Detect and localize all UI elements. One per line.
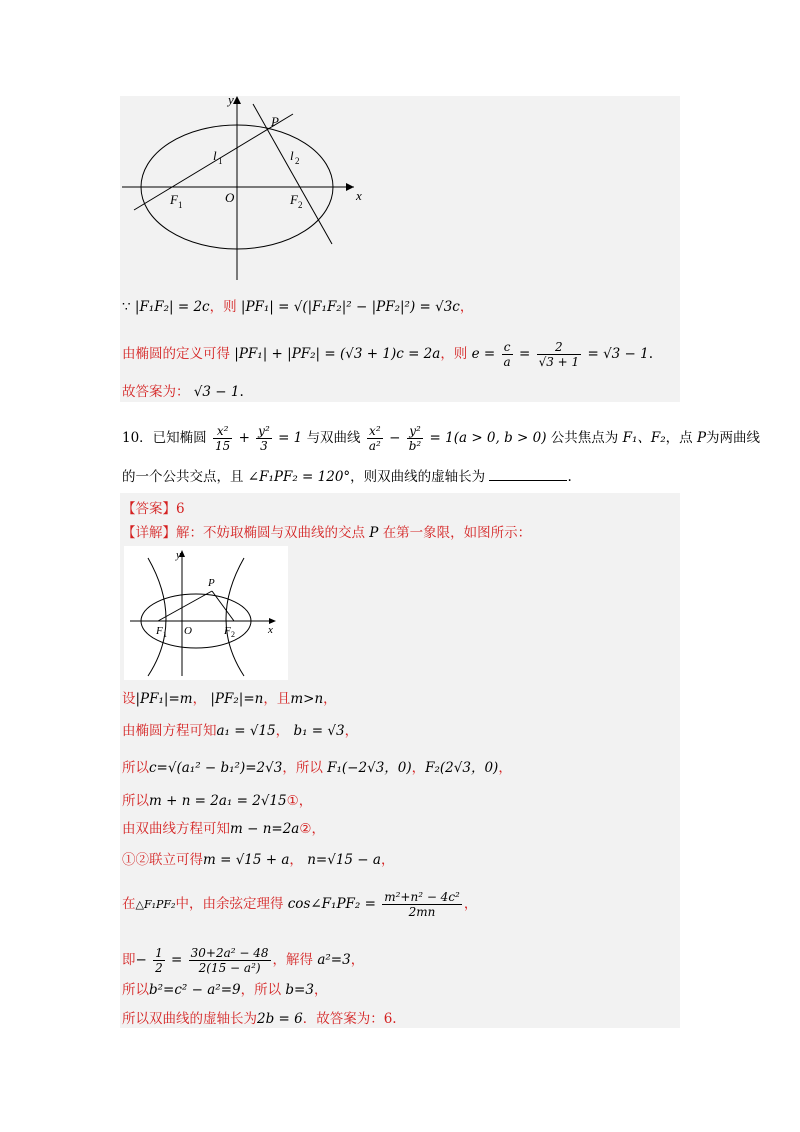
fraction-x2-15: $\frac{\text{x²}}{15}$: [214, 424, 231, 453]
math-e: e =: [471, 346, 496, 362]
hyperbola-right-branch: [226, 558, 244, 676]
l2-sub: 2: [295, 156, 300, 166]
f1-sub: 1: [163, 630, 167, 639]
step-9: 所以b²=c² − a²=9，所以 b=3，: [122, 982, 328, 998]
text-detail-intro: 【详解】解：不妨取椭圆与双曲线的交点: [122, 525, 365, 541]
ellipse-figure-q9: [118, 92, 368, 284]
step-7: 在△F₁PF₂中，由余弦定理得 cos∠F₁PF₂ = $\frac{\text{m²+n² − 4c²}}{2mn}$ ，: [122, 890, 478, 919]
math-p: P: [696, 430, 707, 446]
segment-pf2: [212, 591, 234, 621]
y-label: y: [228, 92, 234, 107]
y-label: y: [176, 549, 181, 561]
f1-label: F: [156, 625, 163, 637]
text-common-intersection: 的一个公共交点，且: [122, 469, 244, 485]
fraction-x2-a2: $\frac{\text{x²}}{\text{a²}}$: [368, 424, 381, 453]
step-4: 所以m + n = 2a₁ = 2√15①，: [122, 793, 313, 809]
step-5: 由双曲线方程可知m − n=2a②，: [122, 821, 325, 837]
text-first-quadrant: 在第一象限，如图所示：: [382, 525, 532, 541]
question-number: 10．已知椭圆: [122, 430, 207, 446]
math-foci: F₁、F₂: [622, 430, 666, 446]
math-f1f2: |F₁F₂| = 2c: [134, 299, 210, 315]
math-p: P: [369, 525, 379, 541]
math-hyperbola-eq: = 1(a > 0, b > 0): [429, 430, 547, 446]
f2-label: F: [224, 625, 231, 637]
line-l2: [253, 104, 332, 244]
fraction-y2-3: $\frac{\text{y²}}{3}$: [258, 424, 270, 453]
math-focal-sum: |PF₁| + |PF₂| = (√3 + 1)c = 2a: [234, 346, 441, 362]
text-ellipse-definition: 由椭圆的定义可得: [122, 346, 230, 362]
question10-line1: 10．已知椭圆 $\frac{\text{x²}}{15}$ + $\frac{\text{y²}}{3}$ = 1 与双曲线 $\frac{\text{x²}}{\text{a²}}$ − $\frac{\text{y²}}{\text{b²}}$ = 1(a > 0, b > 0) 公共焦点为 F₁、F₂，点 P为两曲线: [122, 424, 761, 453]
text-then: ，则: [440, 346, 468, 362]
step-8: 即− $\frac{1}{2}$ = $\frac{\text{30+2a² − 48}}{\text{2(15 − a²)}}$ ，解得 a²=3，: [122, 946, 365, 975]
math-eccentricity: = √3 − 1: [587, 346, 649, 362]
text-period: .: [239, 384, 244, 400]
p-label: P: [271, 114, 279, 129]
answer10-label: 【答案】6: [122, 501, 185, 517]
step-2: 由椭圆方程可知a₁ = √15， b₁ = √3，: [122, 723, 359, 739]
because-symbol: ∵: [122, 299, 131, 315]
p-label: P: [208, 577, 215, 589]
o-label: O: [184, 625, 192, 637]
l1-sub: 1: [218, 156, 223, 166]
hyperbola-left-branch: [148, 558, 166, 676]
ellipse-hyperbola-figure-q10: [124, 546, 288, 680]
solution9-line2: [122, 340, 653, 369]
math-answer: √3 − 1: [193, 384, 240, 400]
text-common-foci: 公共焦点为: [550, 430, 619, 446]
math-pf1: |PF₁| = √(|F₁F₂|² − |PF₂|²) = √3c: [240, 299, 460, 315]
o-label: O: [225, 190, 235, 205]
step-10: 所以双曲线的虚轴长为2b = 6．故答案为：6.: [122, 1011, 397, 1027]
x-label: x: [268, 624, 273, 636]
f1-label: F: [170, 192, 178, 207]
l1-label: l: [213, 148, 217, 163]
fraction-solve-a: $\frac{\text{30+2a² − 48}}{\text{2(15 − a²)}}$: [190, 946, 269, 975]
f2-sub: 2: [298, 200, 303, 210]
l2-label: l: [290, 148, 294, 163]
detail10-line: [122, 524, 531, 542]
text-then: ，则: [209, 299, 237, 315]
f2-label: F: [290, 192, 298, 207]
f2-sub: 2: [231, 630, 235, 639]
text-and-hyperbola: 与双曲线: [306, 430, 361, 446]
step-6: ①②联立可得m = √15 + a， n=√15 − a，: [122, 852, 395, 868]
x-label: x: [356, 188, 362, 203]
step-3: 所以c=√(a₁² − b₁²)=2√3，所以 F₁(−2√3，0)，F₂(2√3，0)，: [122, 760, 512, 776]
fraction-two-over-root: $\frac{2}{√3 + 1}$: [538, 340, 580, 369]
f1-sub: 1: [178, 200, 183, 210]
fraction-cosine-law: $\frac{\text{m²+n² − 4c²}}{2mn}$: [384, 890, 460, 919]
math-angle: ∠F₁PF₂ = 120°: [247, 469, 351, 485]
text-comma: ，: [459, 299, 474, 315]
x-axis-arrow: [346, 183, 354, 191]
step-1: 设|PF₁|=m， |PF₂|=n，且m>n，: [122, 691, 337, 707]
y-axis-arrow: [233, 96, 241, 104]
question10-line2: 的一个公共交点，且 ∠F₁PF₂ = 120°，则双曲线的虚轴长为 .: [122, 469, 572, 485]
answer-blank: [489, 468, 567, 481]
text-answer-label: 故答案为：: [122, 384, 190, 400]
text-period: .: [648, 346, 654, 362]
segment-pf1: [158, 591, 212, 621]
text-point: ，点: [665, 430, 693, 446]
fraction-one-half: $\frac{1}{2}$: [155, 946, 163, 975]
math-ellipse-eq: = 1: [278, 430, 303, 446]
text-ask-imaginary-axis: ，则双曲线的虚轴长为: [350, 469, 486, 485]
math-eq: =: [518, 346, 531, 362]
text-two-curves: 为两曲线: [706, 430, 761, 446]
fraction-c-over-a: $\frac{c}{a}$: [503, 340, 511, 369]
solution9-line1: [122, 298, 473, 316]
solution9-line3: [122, 383, 244, 401]
fraction-y2-b2: $\frac{\text{y²}}{\text{b²}}$: [408, 424, 422, 453]
